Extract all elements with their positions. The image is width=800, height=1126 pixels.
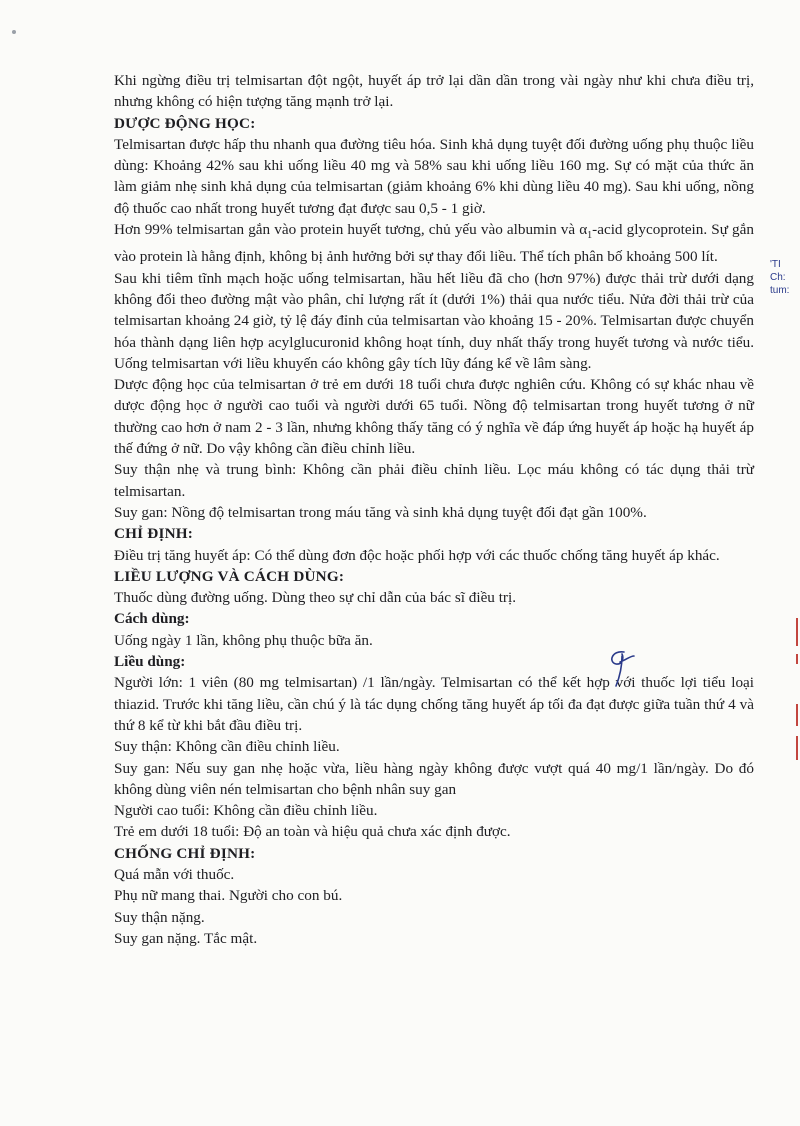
document-page xyxy=(114,70,754,949)
contraindication-item: Suy thận nặng. xyxy=(114,908,205,926)
paragraph-hepatic-dose: Suy gan: Nếu suy gan nhẹ hoặc vừa, liều hàng ngày không được vượt quá 40 mg/1 lần/ngày. Do đó không dùng viên nén telmisartan cho bệnh nhân suy gan xyxy=(114,759,754,798)
paragraph-elderly-dose: Người cao tuổi: Không cần điều chỉnh liều. xyxy=(114,802,378,820)
protein-binding-text-b: -acid glycoprotein. Sự gắn vào protein là hằng định, không bị ảnh hưởng bởi sự thay đổi liều. Thể tích phân bố khoảng 500 lít. xyxy=(114,221,754,266)
paragraph-route: Thuốc dùng đường uống. Dùng theo sự chỉ dẫn của bác sĩ điều trị. xyxy=(114,589,516,607)
scan-speck xyxy=(12,30,16,34)
heading-dosage: LIỀU LƯỢNG VÀ CÁCH DÙNG: xyxy=(114,567,345,585)
edge-line: Ch: xyxy=(770,272,786,283)
paragraph-special-populations: Dược động học của telmisartan ở trẻ em dưới 18 tuổi chưa được nghiên cứu. Không có sự khác nhau về dược động học ở người cao tuổi và người dưới 65 tuổi. Nồng độ telmisartan trong huyết tương ở nữ thường cao hơn ở nam 2 - 3 lần, nhưng không thấy tăng có ý nghĩa về đáp ứng huyết áp hoặc hạ huyết áp thế đứng ở nữ. Do vậy không cần điều chỉnh liều. xyxy=(114,376,754,458)
stamp-fragment xyxy=(782,736,798,760)
clipped-edge-text xyxy=(770,258,789,297)
edge-line: 'TI xyxy=(770,259,781,270)
protein-binding-text-a: Hơn 99% telmisartan gắn vào protein huyết tương, chủ yếu vào albumin và α xyxy=(114,221,588,239)
heading-indications: CHỈ ĐỊNH: xyxy=(114,525,194,543)
paragraph-renal: Suy thận nhẹ và trung bình: Không cần phải điều chỉnh liều. Lọc máu không có tác dụng thải trừ telmisartan. xyxy=(114,461,754,500)
paragraph-elimination: Sau khi tiêm tĩnh mạch hoặc uống telmisartan, hầu hết liều đã cho (hơn 97%) được thải trừ dưới dạng không đổi theo đường mật vào phân, chỉ lượng rất ít (dưới 1%) thải qua nước tiểu. Nửa đời thải trừ của telmisartan khoảng 24 giờ, tỷ lệ đáy đỉnh của telmisartan vào khoảng 15 - 20%. Telmisartan được chuyển hóa thành dạng liên hợp acylglucuronid không hoạt tính, duy nhất thấy trong huyết tương và nước tiểu. Uống telmisartan với liều khuyến cáo không gây tích lũy đáng kể về lâm sàng. xyxy=(114,269,754,372)
paragraph-administration: Uống ngày 1 lần, không phụ thuộc bữa ăn. xyxy=(114,631,373,649)
paragraph-hepatic: Suy gan: Nồng độ telmisartan trong máu tăng và sinh khả dụng tuyệt đối đạt gần 100%. xyxy=(114,503,647,521)
alpha-subscript: 1 xyxy=(587,230,593,242)
contraindication-item: Quá mẫn với thuốc. xyxy=(114,866,235,884)
stamp-fragment xyxy=(782,654,798,664)
subheading-administration: Cách dùng: xyxy=(114,610,190,628)
paragraph-discontinuation: Khi ngừng điều trị telmisartan đột ngột, huyết áp trở lại dần dần trong vài ngày như khi chưa điều trị, nhưng không có hiện tượng tăng mạnh trở lại. xyxy=(114,72,754,111)
edge-line: tum: xyxy=(770,285,790,296)
paragraph-absorption: Telmisartan được hấp thu nhanh qua đường tiêu hóa. Sinh khả dụng tuyệt đối đường uống phụ thuộc liều dùng: Khoảng 42% sau khi uống liều 40 mg và 58% sau khi uống liều 160 mg. Sự có mặt của thức ăn làm giảm nhẹ sinh khả dụng của telmisartan (giảm khoảng 6% khi dùng liều 40 mg). Sau khi uống, nồng độ thuốc cao nhất trong huyết tương đạt được sau 0,5 - 1 giờ. xyxy=(114,135,754,217)
heading-contraindications: CHỐNG CHỈ ĐỊNH: xyxy=(114,844,256,862)
paragraph-adult-dose: Người lớn: 1 viên (80 mg telmisartan) /1 lần/ngày. Telmisartan có thể kết hợp với thuốc lợi tiểu loại thiazid. Trước khi tăng liều, cần chú ý là tác dụng chống tăng huyết áp tối đa đạt được giữa tuần thứ 4 và thứ 8 kể từ khi bắt đầu điều trị. xyxy=(114,674,754,734)
paragraph-children-dose: Trẻ em dưới 18 tuổi: Độ an toàn và hiệu quả chưa xác định được. xyxy=(114,823,511,841)
contraindication-item: Phụ nữ mang thai. Người cho con bú. xyxy=(114,887,343,905)
paragraph-renal-dose: Suy thận: Không cần điều chỉnh liều. xyxy=(114,738,340,756)
heading-pharmacokinetics: DƯỢC ĐỘNG HỌC: xyxy=(114,114,256,132)
contraindication-item: Suy gan nặng. Tắc mật. xyxy=(114,929,258,947)
handwritten-signature xyxy=(602,646,636,688)
subheading-dose: Liều dùng: xyxy=(114,653,186,671)
paragraph-indication: Điều trị tăng huyết áp: Có thể dùng đơn độc hoặc phối hợp với các thuốc chống tăng huyết áp khác. xyxy=(114,546,720,564)
paragraph-protein-binding xyxy=(114,219,754,268)
stamp-fragment xyxy=(782,618,798,646)
stamp-fragment xyxy=(782,704,798,726)
